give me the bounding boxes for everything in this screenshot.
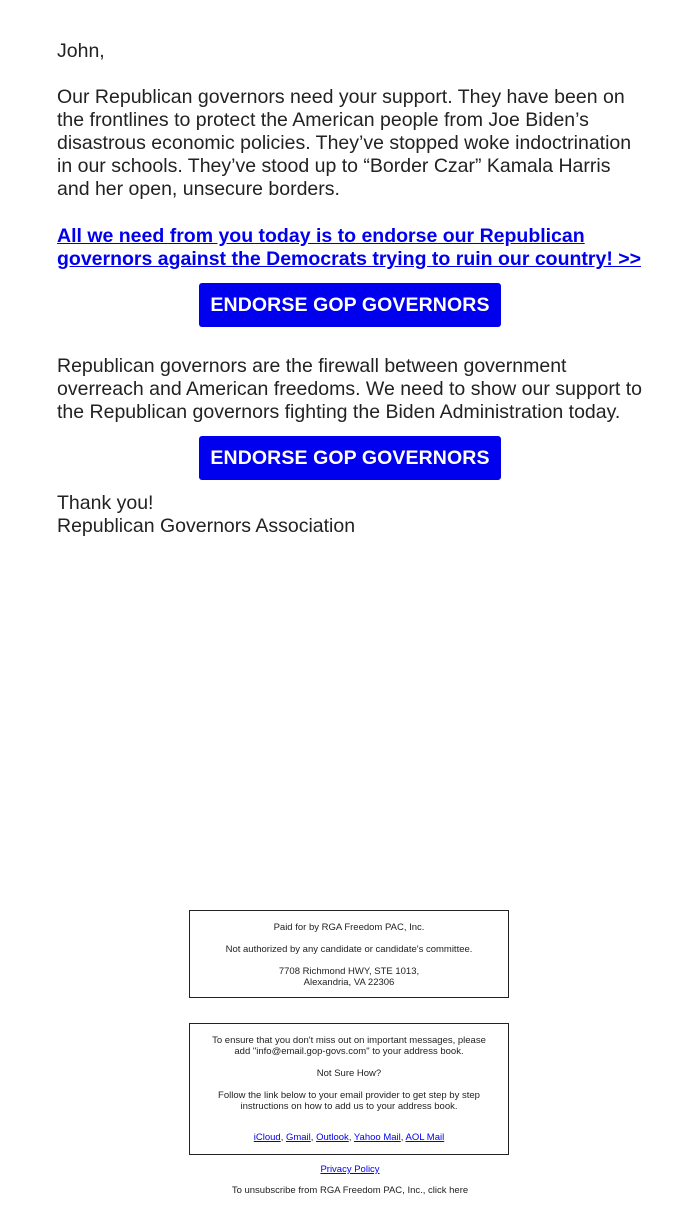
endorse-button-2[interactable]: ENDORSE GOP GOVERNORS [199,436,500,480]
instructions-text: Follow the link below to your email provider to get step by step instructions on how to add us to your address book. [218,1090,480,1112]
address-line-1: 7708 Richmond HWY, STE 1013, [278,966,420,977]
address-line-2: Alexandria, VA 22306 [303,977,395,988]
unsubscribe-text[interactable]: To unsubscribe from RGA Freedom PAC, Inc., click here [231,1185,469,1196]
paid-for-text: Paid for by RGA Freedom PAC, Inc. [273,922,425,933]
button-row-1 [57,283,643,327]
body-paragraph-1: Our Republican governors need your support. They have been on the frontlines to protect the American people from Joe Biden’s disastrous economic policies. They’ve stopped woke indoctrination in our schools. They’ve stood up to “Border Czar” Kamala Harris and her open, unsecure borders. [57,86,632,200]
disclaimer-box [189,910,509,998]
email-body [57,40,647,538]
not-sure-text: Not Sure How? [316,1068,382,1079]
provider-link-icloud[interactable]: iCloud [253,1132,281,1143]
provider-separator: , [348,1132,354,1143]
address-book-box [189,1023,509,1155]
provider-separator: , [310,1132,317,1143]
provider-links [204,1132,494,1143]
provider-separator: , [280,1132,286,1143]
provider-link-gmail[interactable]: Gmail [285,1132,311,1143]
provider-link-aol[interactable]: AOL Mail [405,1132,445,1143]
signoff: Thank you! [57,492,154,514]
provider-link-outlook[interactable]: Outlook [316,1132,349,1143]
privacy-row [0,1164,700,1175]
greeting: John, [57,40,105,62]
endorse-cta-link[interactable]: All we need from you today is to endorse our Republican governors against the Democrats trying to ruin our country! >> [57,225,642,270]
button-row-2 [57,436,643,480]
body-paragraph-2: Republican governors are the firewall between government overreach and American freedoms. We need to show our support to the Republican governors fighting the Biden Administration today. [57,355,642,423]
privacy-policy-link[interactable]: Privacy Policy [320,1164,380,1175]
provider-link-yahoo[interactable]: Yahoo Mail [353,1132,401,1143]
not-authorized-text: Not authorized by any candidate or candidate's committee. [225,944,473,955]
signature: Republican Governors Association [57,515,356,537]
provider-separator: , [400,1132,406,1143]
endorse-button-1[interactable]: ENDORSE GOP GOVERNORS [199,283,500,327]
address-book-notice: To ensure that you don't miss out on important messages, please add "info@email.gop-govs.com" to your address book. [212,1035,486,1057]
